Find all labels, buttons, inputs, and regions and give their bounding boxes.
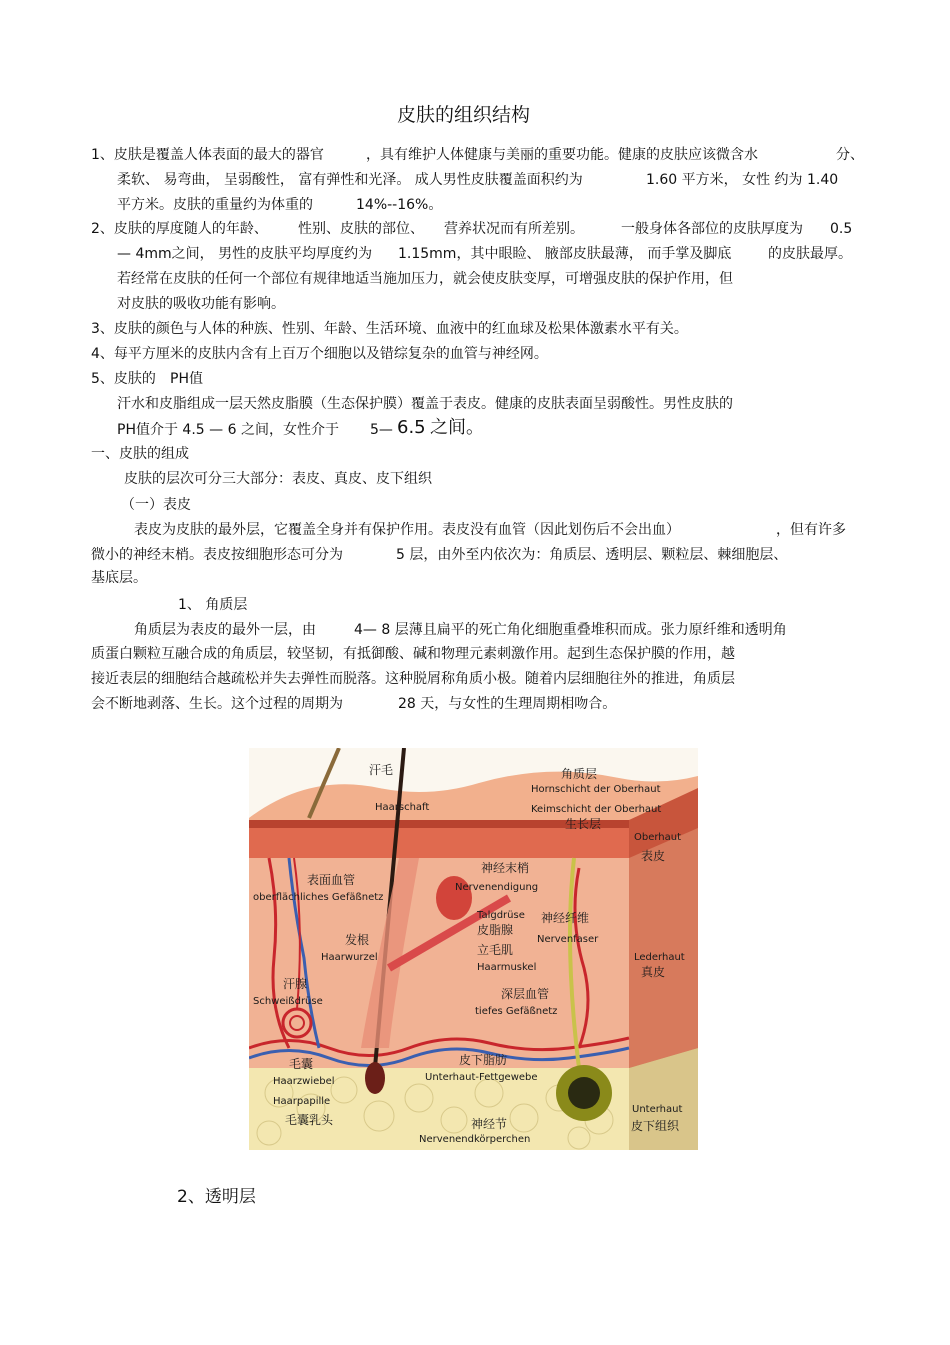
label-haarschaft: Haarschaft	[375, 802, 430, 813]
label-deep-vessel-cn: 深层血管	[501, 987, 550, 1001]
label-hair-root-cn: 发根	[345, 933, 370, 947]
para5-head-a: 5、皮肤的	[91, 371, 156, 387]
item-stratum-lucidum: 2、透明层	[177, 1187, 256, 1207]
para2-line1c: 营养状况而有所差别。	[444, 221, 584, 237]
stratum-line4a: 会不断地剥落、生长。这个过程的周期为	[91, 696, 343, 712]
para5-line2a: PH值介于 4.5 — 6 之间，女性介于	[117, 422, 339, 438]
label-haarmuskel: Haarmuskel	[477, 962, 537, 973]
para2-line1b: 性别、皮肤的部位、	[298, 221, 424, 237]
para2-line2b: 1.15mm，其中眼睑、 腋部皮肤最薄， 而手掌及脚底	[398, 246, 732, 262]
label-nervenendigung: Nervenendigung	[455, 882, 539, 893]
para2-line1d: 一般身体各部位的皮肤厚度为	[621, 221, 803, 237]
para1-line3b: 14%--16%。	[356, 197, 443, 213]
section-1-text: 皮肤的层次可分三大部分：表皮、真皮、皮下组织	[124, 471, 432, 487]
label-haarwurzel: Haarwurzel	[321, 952, 378, 963]
label-lederhaut: Lederhaut	[634, 952, 685, 963]
para3: 3、皮肤的颜色与人体的种族、性别、年龄、生活环境、血液中的红血球及松果体激素水平有关。	[91, 321, 688, 337]
label-epidermis-cn: 表皮	[641, 849, 666, 863]
label-corneum-cn: 角质层	[561, 767, 598, 781]
label-schweissdruese: Schweißdrüse	[253, 996, 323, 1007]
para5-line1: 汗水和皮脂组成一层天然皮脂膜（生态保护膜）覆盖于表皮。健康的皮肤表面呈弱酸性。男性皮肤的	[117, 396, 733, 412]
stratum-line1a: 角质层为表皮的最外一层，由	[134, 622, 316, 638]
para1-line2b: 1.60 平方米， 女性 约为 1.40	[646, 172, 839, 188]
epidermis-line3: 基底层。	[91, 570, 147, 586]
label-haarzwiebel: Haarzwiebel	[273, 1076, 335, 1087]
label-sebaceous-cn: 皮脂腺	[477, 923, 514, 937]
label-nerve-ending-cn: 神经末梢	[481, 861, 530, 875]
label-keimschicht: Keimschicht der Oberhaut	[531, 804, 662, 815]
para5-head-b: PH值	[170, 371, 203, 387]
epidermis-line1a: 表皮为皮肤的最外层，它覆盖全身并有保护作用。表皮没有血管（因此划伤后不会出血）	[134, 522, 680, 538]
para1-line2a: 柔软、 易弯曲， 呈弱酸性， 富有弹性和光泽。 成人男性皮肤覆盖面积约为	[117, 172, 583, 188]
section-1-heading: 一、皮肤的组成	[91, 446, 189, 462]
stratum-line3: 接近表层的细胞结合越疏松并失去弹性而脱落。这种脱屑称角质小极。随着内层细胞往外的推进，角质层	[91, 671, 735, 687]
para4: 4、每平方厘米的皮肤内含有上百万个细胞以及错综复杂的血管与神经网。	[91, 346, 548, 362]
label-nerve-fiber-cn: 神经纤维	[541, 911, 590, 925]
para1-line1a: 1、皮肤是覆盖人体表面的最大的器官	[91, 147, 324, 163]
stratum-line1b: 4— 8 层薄且扁平的死亡角化细胞重叠堆积而成。张力原纤维和透明角	[354, 622, 787, 638]
label-superficial-vessel-cn: 表面血管	[307, 873, 356, 887]
para1-line1b: ，具有维护人体健康与美丽的重要功能。健康的皮肤应该微含水	[366, 147, 758, 163]
label-hornschicht: Hornschicht der Oberhaut	[531, 784, 661, 795]
para2-line1a: 2、皮肤的厚度随人的年龄、	[91, 221, 268, 237]
epidermis-line2b: 5 层，由外至内依次为：角质层、透明层、颗粒层、棘细胞层、	[396, 547, 788, 563]
stratum-line4b: 28 天，与女性的生理周期相吻合。	[398, 696, 617, 712]
label-tiefes: tiefes Gefäßnetz	[475, 1006, 558, 1017]
label-growth-cn: 生长层	[565, 817, 602, 831]
para5-line2b: 5—	[370, 422, 393, 438]
label-haarpapille: Haarpapille	[273, 1096, 331, 1107]
para2-line3: 若经常在皮肤的任何一个部位有规律地适当施加压力，就会使皮肤变厚，可增强皮肤的保护作用，但	[117, 271, 733, 287]
label-subcut-fat-cn: 皮下脂肪	[459, 1053, 508, 1067]
para1-line1c: 分、	[836, 147, 864, 163]
label-unterhaut-fett: Unterhaut-Fettgewebe	[425, 1072, 538, 1083]
label-subcutis-cn: 皮下组织	[631, 1119, 680, 1133]
label-sweat-gland-cn: 汗腺	[283, 977, 308, 991]
label-talgdruese: Talgdrüse	[477, 910, 525, 921]
stratum-line2: 质蛋白颗粒互融合成的角质层，较坚韧，有抵御酸、碱和物理元素刺激作用。起到生态保护膜的作用，越	[91, 646, 735, 662]
label-oberhaut: Oberhaut	[634, 832, 682, 843]
para2-line2c: 的皮肤最厚。	[768, 246, 852, 262]
item-stratum-corneum: 1、 角质层	[178, 597, 248, 613]
epidermis-line1b: ，但有许多	[776, 522, 846, 538]
para2-line1e: 0.5	[830, 221, 853, 237]
para2-line4: 对皮肤的吸收功能有影响。	[117, 296, 285, 312]
epidermis-line2a: 微小的神经末梢。表皮按细胞形态可分为	[91, 547, 343, 563]
label-nervenendkoerperchen: Nervenendkörperchen	[419, 1134, 531, 1145]
label-dermis-cn: 真皮	[641, 965, 666, 979]
para2-line2a: — 4mm之间， 男性的皮肤平均厚度约为	[117, 246, 373, 262]
label-ganglion-cn: 神经节	[471, 1117, 508, 1131]
para1-line3a: 平方米。皮肤的重量约为体重的	[117, 197, 313, 213]
page-title: 皮肤的组织结构	[397, 104, 531, 126]
label-unterhaut: Unterhaut	[632, 1104, 683, 1115]
label-bulb-cn: 毛囊	[289, 1057, 314, 1071]
label-oberflaechliches: oberflächliches Gefäßnetz	[253, 892, 384, 903]
subsection-epidermis: （一）表皮	[121, 497, 191, 513]
label-erector-cn: 立毛肌	[477, 943, 514, 957]
label-nervenfaser: Nervenfaser	[537, 934, 599, 945]
para5-line2d: 之间。	[430, 417, 484, 438]
label-sweat-hair-cn: 汗毛	[369, 763, 394, 777]
label-papilla-cn: 毛囊乳头	[285, 1113, 334, 1127]
para5-line2c: 6.5	[397, 417, 426, 438]
skin-structure-diagram	[249, 748, 698, 1150]
